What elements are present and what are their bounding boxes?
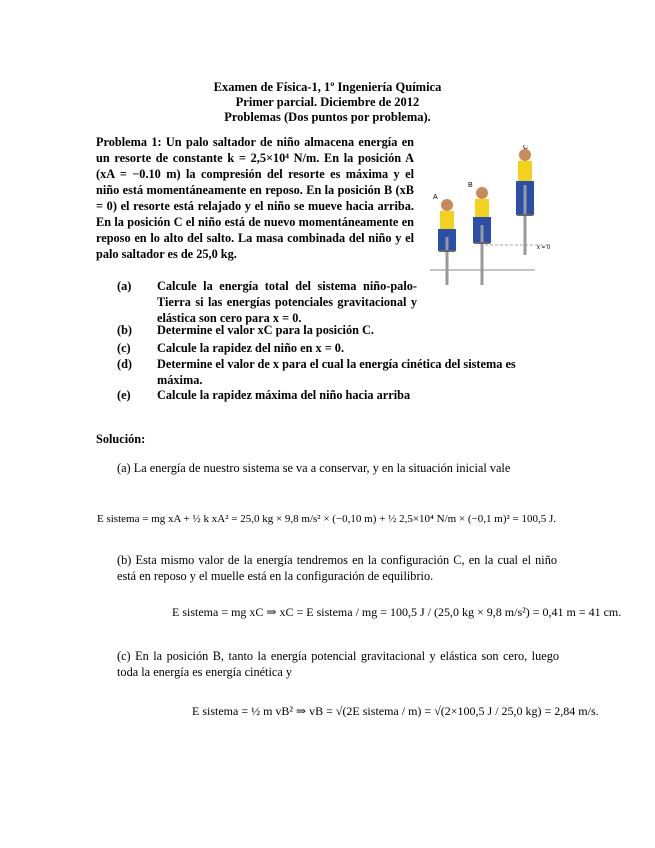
equation-b: E sistema = mg xC ⇒ xC = E sistema / mg = 100,5 J / (25,0 kg × 9,8 m/s²) = 0,41 m = 41 cm. (172, 605, 622, 619)
item-e-label: (e) (117, 388, 131, 402)
label-a: A (433, 194, 438, 201)
item-c-label: (c) (117, 341, 131, 355)
item-b-label: (b) (117, 323, 133, 337)
solution-a-text: (a) La energía de nuestro sistema se va a conservar, y en la situación inicial vale (117, 461, 511, 475)
exam-title: Examen de Física-1, 1º Ingeniería Química (213, 80, 442, 94)
child-position-c (516, 149, 534, 255)
item-d-text: Determine el valor de x para el cual la energía cinética del sistema es máxima. (157, 357, 516, 387)
item-a-text: Calcule la energía total del sistema niño-palo-Tierra si las energías potenciales gravitacional y elástica son cero para x = 0. (157, 279, 417, 325)
pogo-stick-figure (425, 145, 565, 307)
exam-note: Problemas (Dos puntos por problema). (224, 110, 431, 124)
exam-subtitle: Primer parcial. Diciembre de 2012 (235, 95, 420, 109)
solution-c-text: (c) En la posición B, tanto la energía potencial gravitacional y elástica son cero, luego toda la energía es energía cinética y (117, 649, 559, 679)
item-e-text: Calcule la rapidez máxima del niño hacia arriba (157, 388, 411, 402)
equation-a: E sistema = mg xA + ½ k xA² = 25,0 kg × 9,8 m/s² × (−0,10 m) + ½ 2,5×10⁴ N/m × (−0,1 m)² = 100,5 J. (97, 513, 557, 525)
label-b: B (468, 182, 473, 189)
equation-c: E sistema = ½ m vB² ⇒ vB = √(2E sistema / m) = √(2×100,5 J / 25,0 kg) = 2,84 m/s. (192, 704, 599, 718)
item-d-label: (d) (117, 357, 133, 371)
solution-heading: Solución: (96, 432, 146, 446)
child-position-a (438, 199, 456, 285)
label-c: C (523, 145, 529, 151)
item-b-text: Determine el valor xC para la posición C. (157, 323, 374, 337)
item-a-label: (a) (117, 279, 132, 293)
item-c-text: Calcule la rapidez del niño en x = 0. (157, 341, 345, 355)
label-x0: x = 0 (537, 245, 551, 251)
solution-b-text: (b) Esta mismo valor de la energía tendremos en la configuración C, en la cual el niño está en reposo y el muelle está en la configuración de equilibrio. (117, 553, 557, 583)
problem-statement: Problema 1: Un palo saltador de niño almacena energía en un resorte de constante k = 2,5×10⁴ N/m. En la posición A (xA = −0.10 m) la compresión del resorte es máxima y el niño está momentáneamente en reposo. En la posición B (xB = 0) el resorte está relajado y el niño se mueve hacia arriba. En la posición C el niño está de nuevo momentáneamente en reposo en lo alto del salto. La masa combinada del niño y el palo saltador es de 25,0 kg. (96, 135, 414, 261)
